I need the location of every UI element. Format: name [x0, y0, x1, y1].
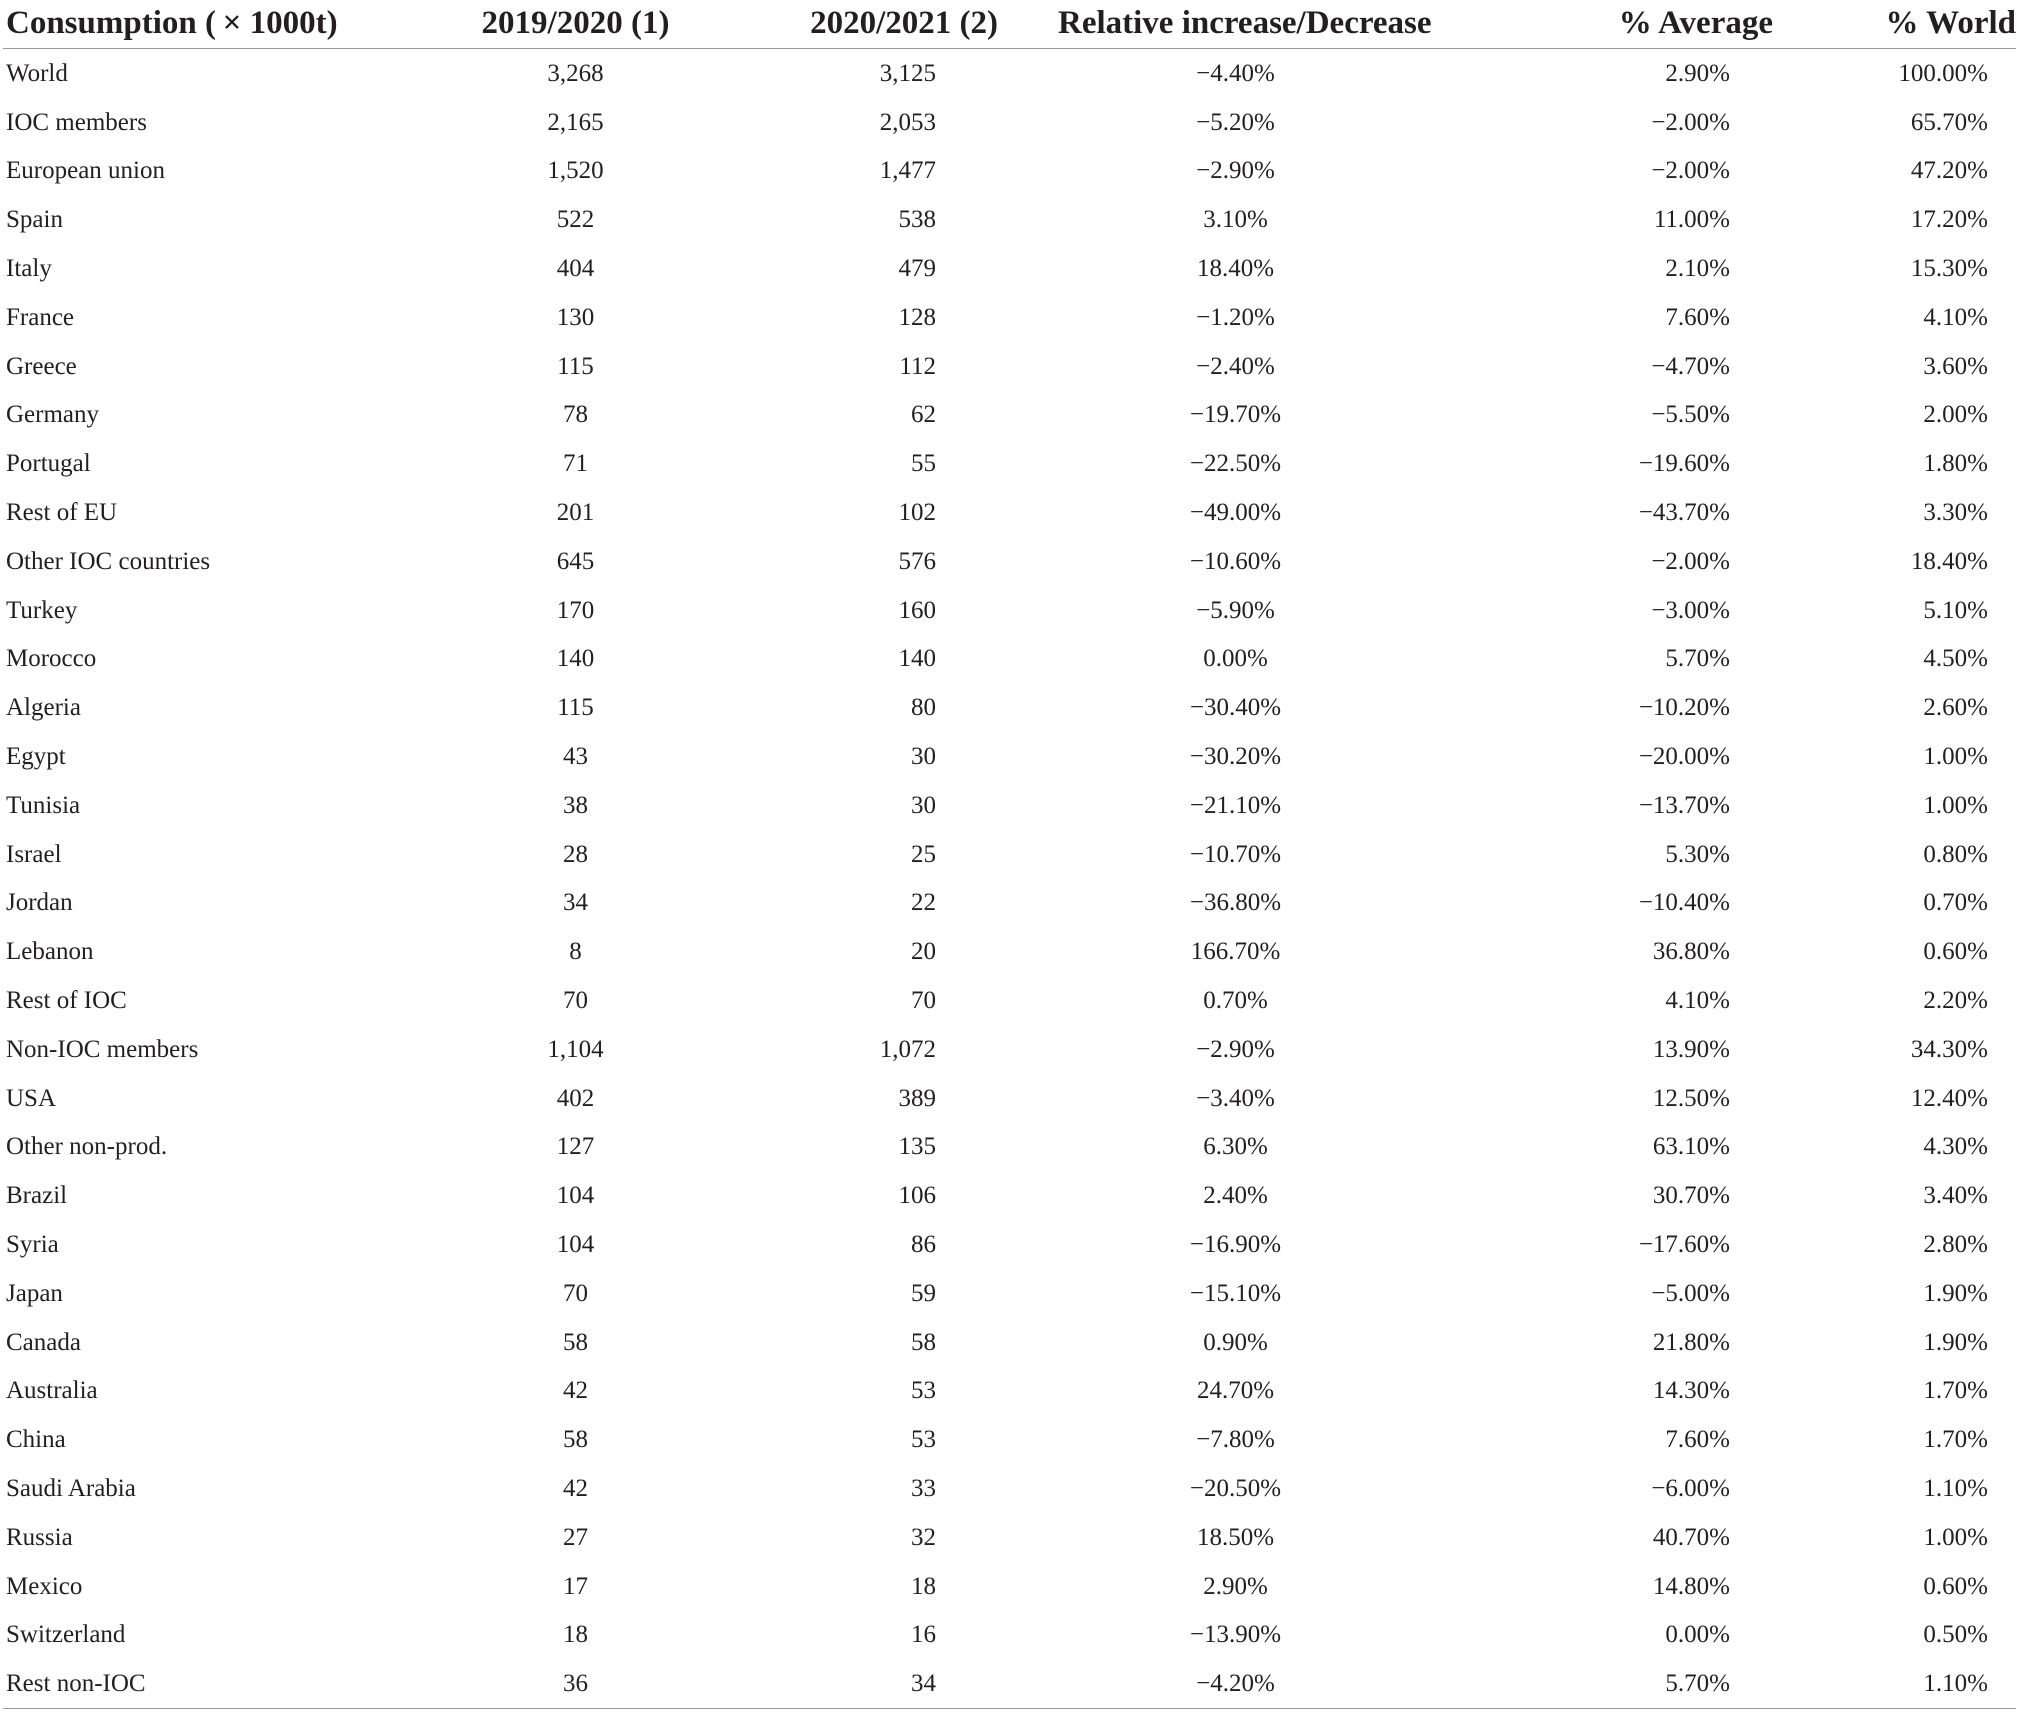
table-row	[3, 1318, 2016, 1367]
value-2019-2020: 70	[563, 1279, 588, 1307]
value-world: 0.80%	[1923, 840, 1988, 868]
value-2020-2021: 1,477	[879, 157, 936, 185]
value-relative-change: 18.50%	[1196, 1523, 1275, 1551]
value-average: −5.00%	[1651, 1279, 1730, 1307]
value-relative-change: −1.20%	[1196, 303, 1275, 331]
table-row	[3, 537, 2016, 586]
row-label: Other non-prod.	[6, 1133, 168, 1161]
table-row	[3, 391, 2016, 440]
value-2019-2020: 34	[563, 889, 588, 917]
value-2020-2021: 538	[898, 206, 936, 234]
table-row	[3, 1074, 2016, 1123]
value-relative-change: −30.20%	[1189, 743, 1282, 771]
row-label: Egypt	[6, 743, 66, 771]
table-row	[3, 1611, 2016, 1660]
value-2020-2021: 140	[898, 645, 936, 673]
value-average: 11.00%	[1653, 206, 1730, 234]
value-average: −4.70%	[1651, 352, 1730, 380]
value-world: 4.50%	[1923, 645, 1988, 673]
row-label: Italy	[6, 255, 52, 283]
value-2019-2020: 402	[556, 1084, 595, 1112]
value-2020-2021: 59	[911, 1279, 936, 1307]
value-world: 1.70%	[1923, 1377, 1988, 1405]
value-relative-change: −4.20%	[1018, 1659, 1413, 1708]
value-world: 2.00%	[1923, 401, 1988, 429]
value-2020-2021: 102	[898, 499, 936, 527]
header-relative-change: Relative increase/Decrease	[1018, 0, 1413, 49]
value-average: −43.70%	[1638, 499, 1730, 527]
header-world: % World	[1803, 0, 2016, 49]
row-label: IOC members	[6, 108, 147, 136]
value-world: 0.50%	[1923, 1621, 1988, 1649]
value-2020-2021: 1,072	[879, 1035, 936, 1063]
value-world: 65.70%	[1910, 108, 1988, 136]
value-average: 0.00%	[1665, 1621, 1730, 1649]
table-row	[3, 1464, 2016, 1513]
value-2019-2020: 645	[556, 547, 595, 575]
table-row	[3, 586, 2016, 635]
table-row	[3, 49, 2016, 98]
value-average: 40.70%	[1652, 1523, 1730, 1551]
value-world: 34.30%	[1910, 1035, 1988, 1063]
value-world: 4.10%	[1923, 303, 1988, 331]
value-relative-change: 0.00%	[1203, 645, 1268, 673]
value-2020-2021: 62	[911, 401, 936, 429]
value-2020-2021: 479	[898, 255, 936, 283]
value-world: 2.60%	[1923, 694, 1988, 722]
row-label: Turkey	[6, 596, 78, 624]
value-average: −3.00%	[1651, 596, 1730, 624]
row-label: Japan	[6, 1279, 63, 1307]
value-world: 3.30%	[1923, 499, 1988, 527]
value-2019-2020: 42	[563, 1377, 588, 1405]
value-2020-2021: 16	[911, 1621, 936, 1649]
value-2019-2020: 36	[393, 1659, 788, 1708]
value-average: −2.00%	[1651, 547, 1730, 575]
value-average: −5.50%	[1651, 401, 1730, 429]
table-row	[3, 195, 2016, 244]
value-2020-2021: 25	[911, 840, 936, 868]
value-2020-2021: 55	[911, 450, 936, 478]
value-2020-2021: 86	[911, 1231, 936, 1259]
value-world: 15.30%	[1910, 255, 1988, 283]
value-average: 12.50%	[1652, 1084, 1730, 1112]
value-world: 0.60%	[1923, 938, 1988, 966]
value-world: 5.10%	[1923, 596, 1988, 624]
row-label: European union	[6, 157, 165, 185]
table-row	[3, 635, 2016, 684]
row-label: Brazil	[6, 1182, 68, 1210]
table-row	[3, 244, 2016, 293]
table-row	[3, 98, 2016, 147]
value-2019-2020: 28	[563, 840, 588, 868]
table-row	[3, 342, 2016, 391]
table-row	[3, 1513, 2016, 1562]
row-label: Rest of EU	[6, 499, 118, 527]
row-label: Israel	[6, 840, 62, 868]
value-relative-change: 3.10%	[1203, 206, 1268, 234]
value-world: 12.40%	[1910, 1084, 1988, 1112]
value-2020-2021: 3,125	[879, 59, 936, 87]
value-world: 3.60%	[1923, 352, 1988, 380]
value-2019-2020: 17	[563, 1572, 588, 1600]
table-row	[3, 147, 2016, 196]
row-label: China	[6, 1426, 66, 1454]
value-world: 0.70%	[1923, 889, 1988, 917]
value-2020-2021: 2,053	[879, 108, 936, 136]
value-relative-change: −5.20%	[1196, 108, 1275, 136]
consumption-table	[3, 0, 2016, 1709]
value-2020-2021: 576	[898, 547, 936, 575]
table-body	[3, 49, 2016, 1709]
value-world: 4.30%	[1923, 1133, 1988, 1161]
value-relative-change: 166.70%	[1190, 938, 1281, 966]
value-2020-2021: 30	[911, 791, 936, 819]
value-2019-2020: 140	[556, 645, 595, 673]
row-label: Syria	[6, 1231, 59, 1259]
table-row	[3, 1367, 2016, 1416]
value-2019-2020: 404	[556, 255, 595, 283]
value-2019-2020: 58	[563, 1426, 588, 1454]
value-2019-2020: 43	[563, 743, 588, 771]
row-label: Lebanon	[6, 938, 94, 966]
value-2020-2021: 70	[911, 987, 936, 1015]
value-average: −6.00%	[1651, 1475, 1730, 1502]
value-relative-change: 2.40%	[1203, 1182, 1268, 1210]
row-label: Australia	[6, 1377, 98, 1405]
row-label: Other IOC countries	[6, 547, 211, 575]
value-2020-2021: 389	[898, 1084, 936, 1112]
value-average: 14.80%	[1652, 1572, 1730, 1600]
value-relative-change: −15.10%	[1189, 1279, 1282, 1307]
value-2019-2020: 2,165	[547, 108, 604, 136]
value-world: 1.90%	[1923, 1279, 1988, 1307]
value-2020-2021: 112	[899, 352, 936, 380]
value-2020-2021: 58	[911, 1328, 936, 1356]
value-2020-2021: 30	[911, 743, 936, 771]
row-label: USA	[6, 1084, 57, 1112]
value-world: 100.00%	[1898, 59, 1988, 87]
value-world: 0.60%	[1923, 1572, 1988, 1600]
header-row	[3, 0, 2016, 49]
value-world: 2.20%	[1923, 987, 1988, 1015]
value-2019-2020: 104	[556, 1182, 595, 1210]
value-2020-2021: 20	[911, 938, 936, 966]
value-world: 17.20%	[1910, 206, 1988, 234]
value-2020-2021: 135	[898, 1133, 936, 1161]
value-world: 1.00%	[1923, 743, 1988, 771]
row-label: Non-IOC members	[6, 1035, 199, 1063]
row-label: Morocco	[6, 645, 97, 673]
row-label: Portugal	[6, 450, 91, 478]
value-2020-2021: 18	[911, 1572, 936, 1600]
value-2019-2020: 104	[556, 1231, 595, 1259]
value-2020-2021: 106	[898, 1182, 936, 1210]
value-relative-change: −3.40%	[1196, 1084, 1275, 1112]
row-label: Saudi Arabia	[6, 1475, 136, 1502]
value-2019-2020: 58	[563, 1328, 588, 1356]
value-world: 1.90%	[1923, 1328, 1988, 1356]
value-average: 5.70%	[1413, 1659, 1803, 1708]
value-relative-change: −19.70%	[1189, 401, 1282, 429]
value-world: 1.70%	[1923, 1426, 1988, 1454]
value-2019-2020: 71	[563, 450, 588, 478]
value-2019-2020: 38	[563, 791, 588, 819]
value-world: 1.00%	[1923, 791, 1988, 819]
value-average: −17.60%	[1638, 1231, 1730, 1259]
table-row	[3, 1562, 2016, 1611]
value-average: −2.00%	[1651, 157, 1730, 185]
value-average: −13.70%	[1638, 791, 1730, 819]
value-relative-change: −2.90%	[1196, 1035, 1275, 1063]
value-relative-change: −20.50%	[1189, 1475, 1282, 1502]
value-2020-2021: 128	[898, 303, 936, 331]
row-label: Rest non-IOC	[3, 1659, 393, 1708]
table-row	[3, 879, 2016, 928]
value-relative-change: −13.90%	[1189, 1621, 1282, 1649]
table-row	[3, 976, 2016, 1025]
row-label: France	[6, 303, 75, 331]
value-average: −20.00%	[1638, 743, 1730, 771]
value-2020-2021: 160	[898, 596, 936, 624]
value-world: 3.40%	[1923, 1182, 1988, 1210]
value-2019-2020: 201	[556, 499, 595, 527]
value-2019-2020: 522	[556, 206, 595, 234]
table-row	[3, 1123, 2016, 1172]
value-average: 2.90%	[1665, 59, 1730, 87]
table-row	[3, 927, 2016, 976]
value-average: 7.60%	[1665, 1426, 1730, 1454]
value-relative-change: 0.90%	[1203, 1328, 1268, 1356]
value-relative-change: −49.00%	[1189, 499, 1282, 527]
row-label: Spain	[6, 206, 63, 234]
value-average: 4.10%	[1665, 987, 1730, 1015]
row-label: Greece	[6, 352, 77, 380]
value-world: 2.80%	[1923, 1231, 1988, 1259]
value-relative-change: −30.40%	[1189, 694, 1282, 722]
value-2020-2021: 32	[911, 1523, 936, 1551]
table-row	[3, 1415, 2016, 1464]
table-row	[3, 732, 2016, 781]
row-label: Russia	[6, 1523, 73, 1551]
row-label: World	[6, 59, 68, 87]
value-average: −19.60%	[1638, 450, 1730, 478]
value-relative-change: −2.90%	[1196, 157, 1275, 185]
table-row	[3, 830, 2016, 879]
value-2019-2020: 8	[569, 938, 582, 966]
value-2019-2020: 115	[557, 694, 594, 722]
table-row	[3, 488, 2016, 537]
value-2019-2020: 42	[563, 1475, 588, 1502]
value-average: −10.20%	[1638, 694, 1730, 722]
table-row	[3, 1220, 2016, 1269]
value-2019-2020: 130	[556, 303, 595, 331]
value-average: −10.40%	[1638, 889, 1730, 917]
value-average: 5.30%	[1665, 840, 1730, 868]
value-2019-2020: 1,520	[547, 157, 604, 185]
value-relative-change: −7.80%	[1196, 1426, 1275, 1454]
value-2019-2020: 18	[563, 1621, 588, 1649]
value-2020-2021: 22	[911, 889, 936, 917]
row-label: Jordan	[6, 889, 73, 917]
value-2020-2021: 33	[911, 1475, 936, 1502]
value-average: 14.30%	[1652, 1377, 1730, 1405]
value-2020-2021: 80	[911, 694, 936, 722]
value-average: 5.70%	[1665, 645, 1730, 673]
value-average: 7.60%	[1665, 303, 1730, 331]
value-2019-2020: 70	[563, 987, 588, 1015]
header-average: % Average	[1413, 0, 1803, 49]
value-2019-2020: 127	[556, 1133, 595, 1161]
table-row	[3, 293, 2016, 342]
value-average: −2.00%	[1651, 108, 1730, 136]
value-average: 2.10%	[1665, 255, 1730, 283]
value-2019-2020: 78	[563, 401, 588, 429]
value-world: 1.10%	[1923, 1475, 1988, 1502]
table-row	[3, 781, 2016, 830]
value-relative-change: −4.40%	[1196, 59, 1275, 87]
table-row	[3, 683, 2016, 732]
value-relative-change: −10.70%	[1189, 840, 1282, 868]
value-world: 18.40%	[1910, 547, 1988, 575]
value-relative-change: −5.90%	[1196, 596, 1275, 624]
value-world: 1.00%	[1923, 1523, 1988, 1551]
value-relative-change: −22.50%	[1189, 450, 1282, 478]
value-2019-2020: 170	[556, 596, 595, 624]
value-average: 30.70%	[1652, 1182, 1730, 1210]
value-average: 36.80%	[1652, 938, 1730, 966]
value-2020-2021: 53	[911, 1426, 936, 1454]
table-row	[3, 1659, 2016, 1708]
value-2019-2020: 27	[563, 1523, 588, 1551]
value-relative-change: −21.10%	[1189, 791, 1282, 819]
header-2020-2021: 2020/2021 (2)	[788, 0, 1018, 49]
row-label: Canada	[6, 1328, 81, 1356]
value-2019-2020: 3,268	[547, 59, 604, 87]
value-average: 63.10%	[1652, 1133, 1730, 1161]
value-relative-change: 24.70%	[1196, 1377, 1275, 1405]
table-row	[3, 1269, 2016, 1318]
table-row	[3, 1025, 2016, 1074]
value-world: 1.10%	[1803, 1659, 2016, 1708]
header-consumption: Consumption ( × 1000t)	[3, 0, 393, 49]
value-2020-2021: 53	[911, 1377, 936, 1405]
value-relative-change: 2.90%	[1203, 1572, 1268, 1600]
value-world: 47.20%	[1910, 157, 1988, 185]
value-2019-2020: 1,104	[547, 1035, 604, 1063]
row-label: Rest of IOC	[6, 987, 127, 1015]
header-2019-2020: 2019/2020 (1)	[393, 0, 788, 49]
value-relative-change: −16.90%	[1189, 1231, 1282, 1259]
row-label: Mexico	[6, 1572, 83, 1600]
value-average: 13.90%	[1652, 1035, 1730, 1063]
value-relative-change: 6.30%	[1203, 1133, 1268, 1161]
value-relative-change: −10.60%	[1189, 547, 1282, 575]
row-label: Switzerland	[6, 1621, 126, 1649]
value-relative-change: −2.40%	[1196, 352, 1275, 380]
row-label: Algeria	[6, 694, 81, 722]
table-row	[3, 439, 2016, 488]
value-world: 1.80%	[1923, 450, 1988, 478]
value-relative-change: −36.80%	[1189, 889, 1282, 917]
value-relative-change: 18.40%	[1196, 255, 1275, 283]
value-2020-2021: 34	[788, 1659, 1018, 1708]
value-average: 21.80%	[1652, 1328, 1730, 1356]
value-relative-change: 0.70%	[1203, 987, 1268, 1015]
value-2019-2020: 115	[557, 352, 594, 380]
row-label: Germany	[6, 401, 100, 429]
row-label: Tunisia	[6, 791, 81, 819]
table-header	[3, 0, 2016, 49]
table-row	[3, 1171, 2016, 1220]
